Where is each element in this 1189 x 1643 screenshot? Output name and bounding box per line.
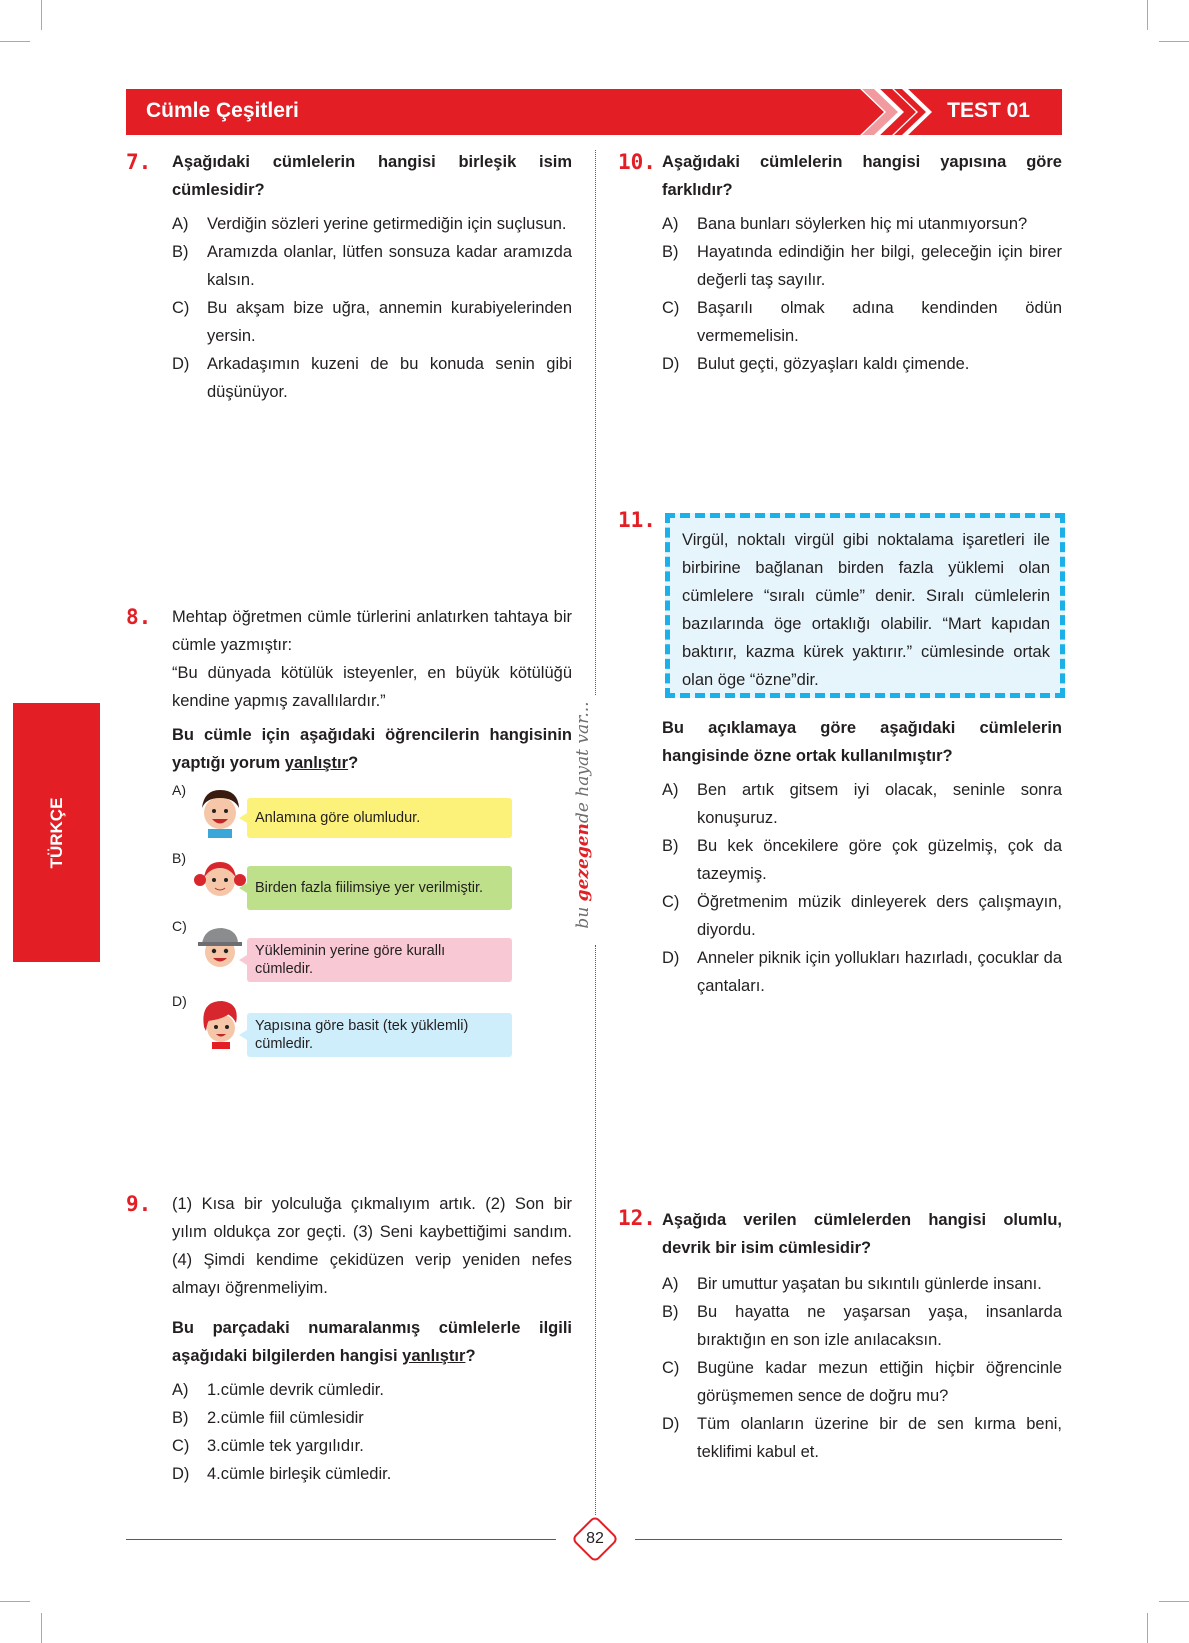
question-stem: Aşağıda verilen cümlelerden hangisi olumlu, devrik bir isim cümlesidir?: [662, 1211, 1062, 1257]
question-stem: Aşağıdaki cümlelerin hangisi yapısına göre farklıdır?: [662, 153, 1062, 199]
option-label: A): [662, 1275, 679, 1293]
option[interactable]: [172, 993, 512, 1059]
question-number: 9.: [126, 1192, 152, 1216]
speech-bubble: Anlamına göre olumludur.: [247, 798, 512, 838]
option-text: Aramızda olanlar, lütfen sonsuza kadar aramızda kalsın.: [207, 243, 572, 289]
option-label: D): [662, 949, 680, 967]
option-label: A): [172, 1381, 189, 1399]
option-text: Bulut geçti, gözyaşları kaldı çimende.: [697, 355, 970, 373]
option-label: D): [172, 1465, 190, 1483]
option[interactable]: [172, 918, 512, 984]
question-quote: “Bu dünyada kötülük isteyenler, en büyük kötülüğü kendine yapmış zavallılardır.”: [172, 664, 572, 710]
option-text: Hayatında edindiğin her bilgi, geleceğin için birer değerli taş sayılır.: [697, 243, 1062, 289]
subject-label: TÜRKÇE: [46, 797, 66, 868]
page-number: 82: [586, 1530, 604, 1547]
option-label: B): [172, 1409, 189, 1427]
footer-rule: [635, 1539, 1062, 1540]
option[interactable]: [662, 1410, 1062, 1466]
option-text: Arkadaşımın kuzeni de bu konuda senin gibi düşünüyor.: [207, 355, 572, 401]
option-list: [662, 776, 1062, 1000]
option-text: Bu kek öncekilere göre çok güzelmiş, çok da tazeymiş.: [697, 837, 1062, 883]
footer-rule: [126, 1539, 556, 1540]
question-intro: Mehtap öğretmen cümle türlerini anlatırken tahtaya bir cümle yazmıştır:: [172, 608, 572, 654]
stem-text: Bu cümle için aşağıdaki öğrencilerin hangisinin yaptığı yorum: [172, 726, 572, 772]
option-label: D): [172, 993, 187, 1009]
crop-mark: [0, 1601, 30, 1602]
slogan-pre: bu: [573, 901, 593, 929]
test-label: TEST 01: [947, 99, 1030, 122]
option-label: B): [662, 1303, 679, 1321]
question-number: 7.: [126, 150, 152, 174]
girl-character-icon: [194, 854, 246, 906]
option-label: B): [172, 850, 186, 866]
column-divider: [595, 945, 596, 1515]
cap-boy-character-icon: [194, 922, 246, 974]
option-text: 4.cümle birleşik cümledir.: [207, 1465, 392, 1483]
question-stem: Aşağıdaki cümlelerin hangisi birleşik isim cümlesidir?: [172, 153, 572, 199]
page-number-badge: [571, 1515, 619, 1563]
question-number: 10.: [618, 150, 656, 174]
option-label: C): [662, 299, 680, 317]
stem-end: ?: [348, 754, 359, 772]
option-text: Öğretmenim müzik dinleyerek ders çalışmayın, diyordu.: [697, 893, 1062, 939]
speech-bubble: Birden fazla fiilimsiye yer verilmiştir.: [247, 866, 512, 910]
crop-mark: [41, 1613, 42, 1643]
subject-tab: [13, 703, 100, 962]
option-text: Başarılı olmak adına kendinden ödün vermemelisin.: [697, 299, 1062, 345]
option[interactable]: [662, 294, 1062, 350]
option-label: B): [662, 243, 679, 261]
option[interactable]: [662, 944, 1062, 1000]
option[interactable]: [172, 850, 512, 912]
option-label: C): [662, 1359, 680, 1377]
section-header: [126, 89, 1062, 135]
slogan: [573, 701, 593, 928]
option[interactable]: [662, 1354, 1062, 1410]
ponytail-girl-character-icon: [194, 997, 246, 1049]
option-label: D): [172, 355, 190, 373]
option[interactable]: [662, 350, 1062, 378]
option-text: Verdiğin sözleri yerine getirmediğin için suçlusun.: [207, 215, 567, 233]
option-text: Bana bunları söylerken hiç mi utanmıyorsun?: [697, 215, 1028, 233]
option[interactable]: [662, 1298, 1062, 1354]
slogan-post: de hayat var...: [573, 701, 593, 824]
option[interactable]: [172, 1404, 572, 1432]
option-label: B): [172, 243, 189, 261]
option-list: [662, 210, 1062, 378]
option-label: D): [662, 1415, 680, 1433]
option-text: 2.cümle fiil cümlesidir: [207, 1409, 364, 1427]
speech-bubble: Yükleminin yerine göre kurallı cümledir.: [247, 938, 512, 982]
option[interactable]: [172, 238, 572, 294]
option-text: Tüm olanların üzerine bir de sen kırma beni, teklifimi kabul et.: [697, 1415, 1062, 1461]
option-list: [172, 1376, 572, 1488]
chevron-arrows-icon: [856, 85, 956, 139]
option[interactable]: [172, 1460, 572, 1488]
option-label: B): [662, 837, 679, 855]
option[interactable]: [662, 776, 1062, 832]
question-number: 11.: [618, 508, 656, 532]
option[interactable]: [172, 782, 512, 844]
option-list: [172, 210, 572, 406]
option[interactable]: [662, 238, 1062, 294]
question-passage: (1) Kısa bir yolculuğa çıkmalıyım artık. (2) Son bir yılım oldukça zor geçti. (3) Seni kaybettiğimi sandım. (4) Şimdi kendime çekidüzen verip yeniden nefes almayı öğrenmeliyim.: [172, 1195, 572, 1297]
crop-mark: [1147, 0, 1148, 30]
option[interactable]: [172, 350, 572, 406]
option-text: Bu akşam bize uğra, annemin kurabiyelerinden yersin.: [207, 299, 572, 345]
option[interactable]: [172, 1376, 572, 1404]
option-label: C): [172, 299, 190, 317]
option[interactable]: [172, 1432, 572, 1460]
option-label: C): [172, 918, 187, 934]
option-label: A): [662, 215, 679, 233]
section-title: Cümle Çeşitleri: [146, 99, 299, 122]
option-text: 1.cümle devrik cümledir.: [207, 1381, 384, 1399]
option-text: Bir umuttur yaşatan bu sıkıntılı günlerde insanı.: [697, 1275, 1042, 1293]
crop-mark: [0, 41, 30, 42]
stem-underlined: yanlıştır: [402, 1347, 466, 1365]
crop-mark: [1159, 41, 1189, 42]
option-text: Bugüne kadar mezun ettiğin hiçbir öğrencinle görüşmemen sence de doğru mu?: [697, 1359, 1062, 1405]
option-text: Ben artık gitsem iyi olacak, seninle sonra konuşuruz.: [697, 781, 1062, 827]
column-divider: [595, 150, 596, 695]
crop-mark: [41, 0, 42, 30]
option[interactable]: [662, 1270, 1062, 1298]
crop-mark: [1159, 1601, 1189, 1602]
option-text: 3.cümle tek yargılıdır.: [207, 1437, 364, 1455]
option-list: [662, 1270, 1062, 1466]
speech-bubble: Yapısına göre basit (tek yüklemli) cümledir.: [247, 1013, 512, 1057]
option-label: D): [662, 355, 680, 373]
option-text: Bu hayatta ne yaşarsan yaşa, insanlarda bıraktığın en son izle anılacaksın.: [697, 1303, 1062, 1349]
stem-text: Bu parçadaki numaralanmış cümlelerle ilgili aşağıdaki bilgilerden hangisi: [172, 1319, 572, 1365]
option[interactable]: [662, 210, 1062, 238]
boy-character-icon: [194, 786, 246, 838]
option-label: C): [662, 893, 680, 911]
option[interactable]: [662, 832, 1062, 888]
crop-mark: [1147, 1613, 1148, 1643]
info-box: [665, 513, 1065, 698]
option[interactable]: [172, 210, 572, 238]
option-label: C): [172, 1437, 190, 1455]
stem-end: ?: [465, 1347, 476, 1365]
option-label: A): [172, 782, 186, 798]
option[interactable]: [172, 294, 572, 350]
question-number: 12.: [618, 1206, 656, 1230]
option-label: A): [172, 215, 189, 233]
stem-underlined: yanlıştır: [284, 754, 349, 772]
question-stem: Bu açıklamaya göre aşağıdaki cümlelerin hangisinde özne ortak kullanılmıştır?: [662, 719, 1062, 765]
slogan-highlight: gezegen: [573, 823, 593, 902]
option-label: A): [662, 781, 679, 799]
option[interactable]: [662, 888, 1062, 944]
info-text: Virgül, noktalı virgül gibi noktalama işaretleri ile birbirine bağlanan birden fazla yüklemi olan cümlelere “sıralı cümle” denir. Sıralı cümlelerin bazılarında öge ortaklığı olabilir. “Mart kapıdan baktırır, kazma kürek yaktırır.” cümlesinde ortak olan öge “özne”dir.: [682, 531, 1050, 689]
question-stem: [172, 1314, 572, 1370]
option-text: Anneler piknik için yollukları hazırladı, çocuklar da çantaları.: [697, 949, 1062, 995]
question-number: 8.: [126, 605, 152, 629]
question-stem: [172, 721, 572, 777]
